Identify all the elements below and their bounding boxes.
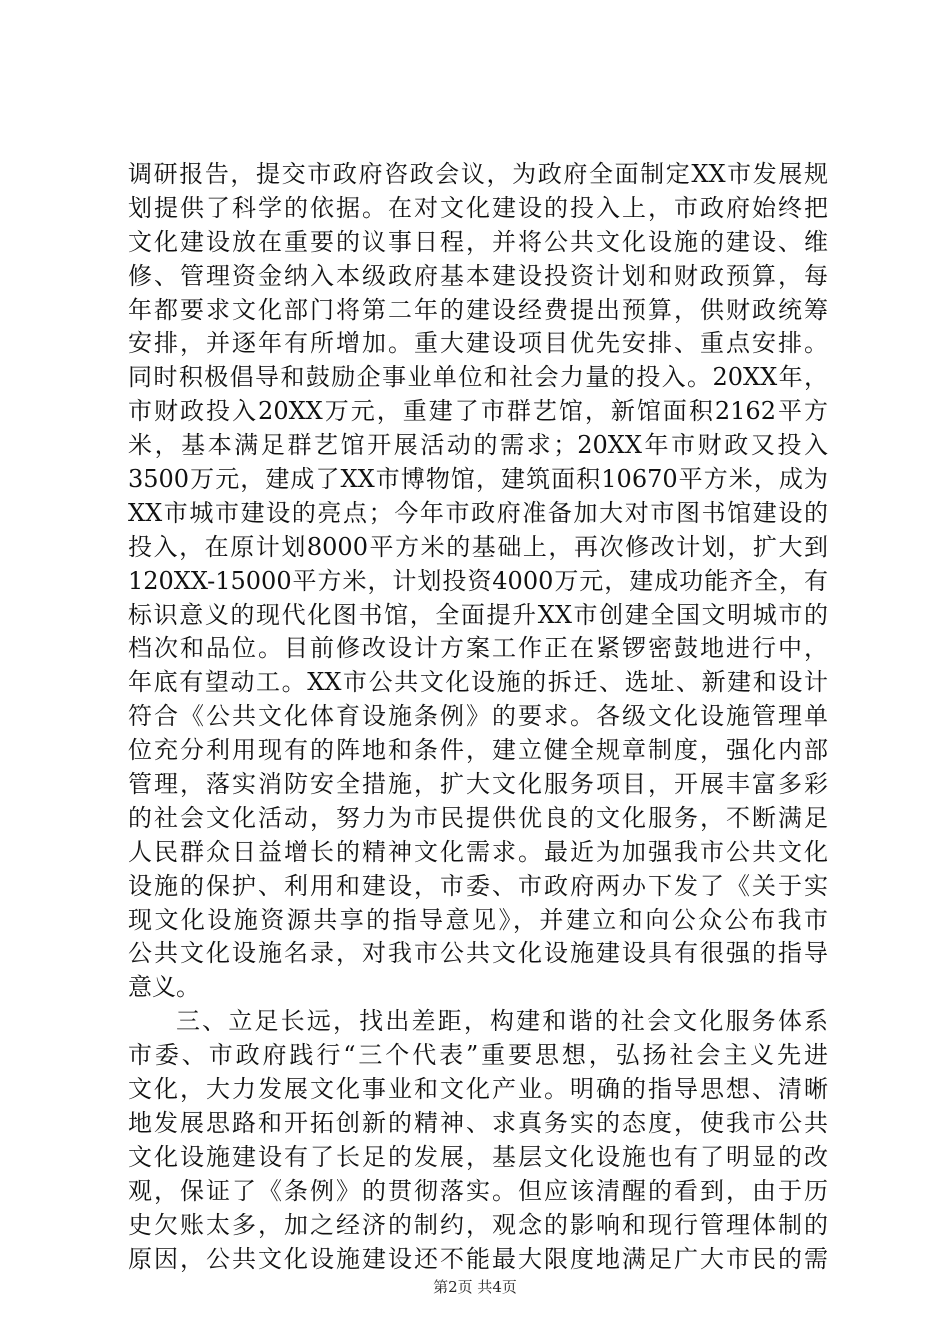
text-line: 投入，在原计划8000平方米的基础上，再次修改计划，扩大到: [128, 532, 828, 561]
text-line: 同时积极倡导和鼓励企事业单位和社会力量的投入。20XX年，: [128, 363, 828, 392]
text-line: 年底有望动工。XX市公共文化设施的拆迁、选址、新建和设计: [128, 668, 828, 697]
text-line: 的社会文化活动，努力为市民提供优良的文化服务，不断满足: [128, 803, 828, 832]
text-line: 管理，落实消防安全措施，扩大文化服务项目，开展丰富多彩: [128, 770, 828, 799]
text-line: XX市城市建设的亮点；今年市政府准备加大对市图书馆建设的: [128, 498, 828, 527]
text-line: 现文化设施资源共享的指导意见》，并建立和向公众公布我市: [128, 905, 828, 934]
text-line: 史欠账太多，加之经济的制约，观念的影响和现行管理体制的: [128, 1210, 828, 1239]
text-line: 120XX-15000平方米，计划投资4000万元，建成功能齐全，有: [128, 566, 828, 595]
text-line: 安排，并逐年有所增加。重大建设项目优先安排、重点安排。: [128, 329, 828, 358]
text-line: 档次和品位。目前修改设计方案工作正在紧锣密鼓地进行中，: [128, 634, 828, 663]
text-line: 年都要求文化部门将第二年的建设经费提出预算，供财政统筹: [128, 295, 828, 324]
text-line: 地发展思路和开拓创新的精神、求真务实的态度，使我市公共: [128, 1108, 828, 1137]
text-line: 修、管理资金纳入本级政府基本建设投资计划和财政预算，每: [128, 261, 828, 290]
text-line: 调研报告，提交市政府咨政会议，为政府全面制定XX市发展规: [128, 160, 828, 188]
text-line: 3500万元，建成了XX市博物馆，建筑面积10670平方米，成为: [128, 465, 828, 494]
body-text: [128, 158, 828, 1276]
text-line: 符合《公共文化体育设施条例》的要求。各级文化设施管理单: [128, 702, 828, 731]
text-line: 文化，大力发展文化事业和文化产业。明确的指导思想、清晰: [128, 1075, 828, 1104]
text-line: 位充分利用现有的阵地和条件，建立健全规章制度，强化内部: [128, 736, 828, 765]
text-line: 市委、市政府践行“三个代表”重要思想，弘扬社会主义先进: [128, 1041, 828, 1070]
text-line: 设施的保护、利用和建设，市委、市政府两办下发了《关于实: [128, 871, 828, 900]
text-line: 观，保证了《条例》的贯彻落实。但应该清醒的看到，由于历: [128, 1176, 828, 1205]
text-line: 公共文化设施名录，对我市公共文化设施建设具有很强的指导: [128, 939, 828, 968]
text-line: 市财政投入20XX万元，重建了市群艺馆，新馆面积2162平方: [128, 397, 828, 426]
text-line: 文化建设放在重要的议事日程，并将公共文化设施的建设、维: [128, 227, 828, 256]
text-line: 人民群众日益增长的精神文化需求。最近为加强我市公共文化: [128, 837, 828, 866]
text-line: 米，基本满足群艺馆开展活动的需求；20XX年市财政又投入: [128, 431, 828, 460]
text-line: 文化设施建设有了长足的发展，基层文化设施也有了明显的改: [128, 1142, 828, 1171]
page-footer: [0, 1276, 950, 1297]
section-heading: 三、立足长远，找出差距，构建和谐的社会文化服务体系: [176, 1007, 828, 1036]
page-number: 第2页 共4页: [433, 1278, 517, 1296]
text-line: 标识意义的现代化图书馆，全面提升XX市创建全国文明城市的: [128, 600, 828, 629]
text-line: 原因，公共文化设施建设还不能最大限度地满足广大市民的需: [128, 1244, 828, 1273]
text-line: 划提供了科学的依据。在对文化建设的投入上，市政府始终把: [128, 193, 828, 222]
text-line: 意义。: [128, 973, 200, 1002]
